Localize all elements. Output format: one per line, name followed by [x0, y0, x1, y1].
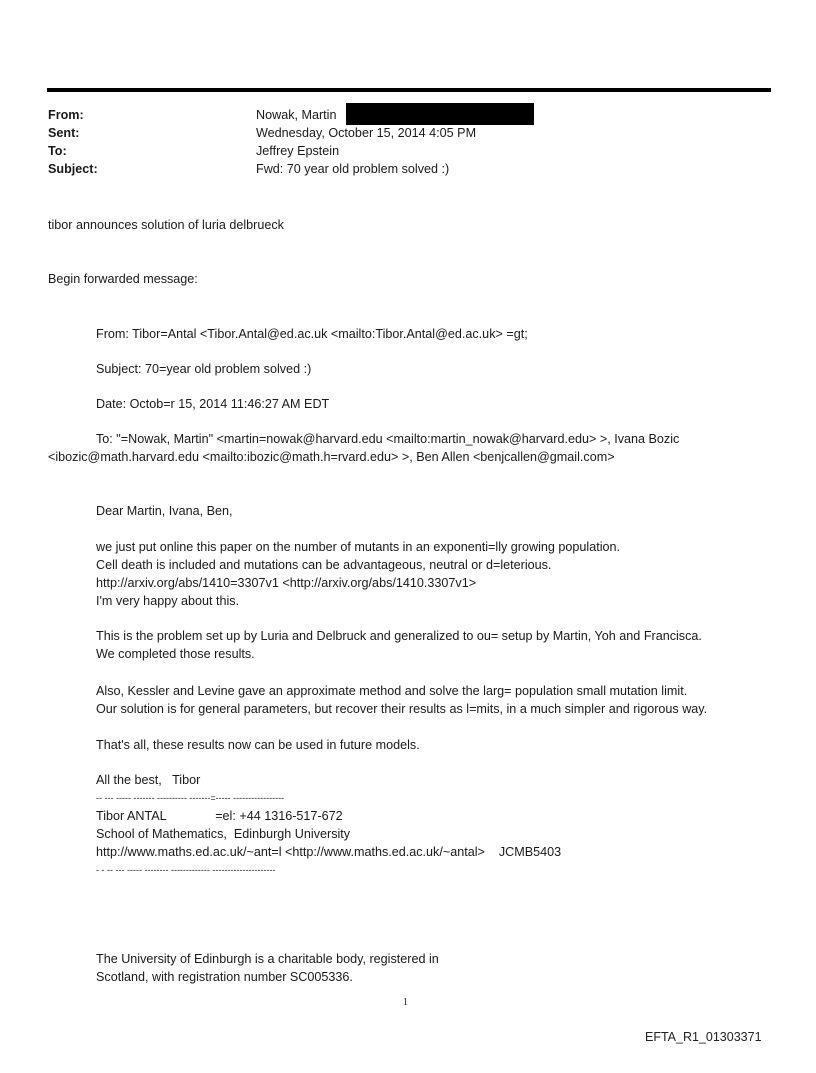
sent-label: Sent: [48, 126, 80, 140]
intro-text: tibor announces solution of luria delbrueck [48, 218, 284, 232]
fwd-date: Date: Octob=r 15, 2014 11:46:27 AM EDT [96, 397, 330, 411]
paragraph-4: That's all, these results now can be used in future models. [96, 738, 420, 752]
header-rule [47, 88, 771, 92]
fwd-to-line2: <ibozic@math.harvard.edu <mailto:ibozic@math.h=rvard.edu> >, Ben Allen <benjcallen@gmail.com> [48, 450, 615, 464]
fwd-to-line1: To: "=Nowak, Martin" <martin=nowak@harvard.edu <mailto:martin_nowak@harvard.edu> >, Ivana Bozic [96, 432, 680, 446]
page-number: 1 [403, 997, 408, 1008]
paragraph-2-line-2: We completed those results. [96, 647, 255, 661]
to-value: Jeffrey Epstein [256, 144, 340, 158]
forward-note: Begin forwarded message: [48, 272, 198, 286]
subject-label: Subject: [48, 162, 98, 176]
paragraph-1-line-2: Cell death is included and mutations can be advantageous, neutral or d=leterious. [96, 558, 552, 572]
fwd-from: From: Tibor=Antal <Tibor.Antal@ed.ac.uk <mailto:Tibor.Antal@ed.ac.uk> =gt; [96, 327, 528, 341]
fwd-subject: Subject: 70=year old problem solved :) [96, 362, 312, 376]
arxiv-link[interactable]: http://arxiv.org/abs/1410=3307v1 <http://arxiv.org/abs/1410.3307v1> [96, 576, 477, 590]
paragraph-1-line-1: we just put online this paper on the number of mutants in an exponenti=lly growing population. [96, 540, 621, 554]
document-id: EFTA_R1_01303371 [645, 1030, 762, 1044]
signature-school: School of Mathematics, Edinburgh University [96, 827, 351, 841]
signoff: All the best, Tibor [96, 773, 201, 787]
paragraph-3-line-2: Our solution is for general parameters, but recover their results as l=mits, in a much simpler and rigorous way. [96, 702, 708, 716]
footer-line-2: Scotland, with registration number SC005336. [96, 970, 353, 984]
from-label: From: [48, 108, 84, 122]
signature-divider-top: -- --- ----- ------- ---------- -------=----- ----------------- [96, 793, 285, 803]
signature-name-phone: Tibor ANTAL =el: +44 1316-517-672 [96, 809, 343, 823]
signature-divider-bottom: - - -- --- ----- -------- ------------- --------------------- [96, 865, 276, 875]
signature-url[interactable]: http://www.maths.ed.ac.uk/~ant=l <http://www.maths.ed.ac.uk/~antal> JCMB5403 [96, 845, 562, 859]
footer-line-1: The University of Edinburgh is a charitable body, registered in [96, 952, 439, 966]
to-label: To: [48, 144, 67, 158]
paragraph-1-line-4: I'm very happy about this. [96, 594, 240, 608]
from-value: Nowak, Martin [256, 108, 337, 122]
paragraph-3-line-1: Also, Kessler and Levine gave an approximate method and solve the larg= population small mutation limit. [96, 684, 688, 698]
subject-value: Fwd: 70 year old problem solved :) [256, 162, 450, 176]
redaction-box [346, 103, 534, 125]
greeting: Dear Martin, Ivana, Ben, [96, 504, 233, 518]
paragraph-2-line-1: This is the problem set up by Luria and Delbruck and generalized to ou= setup by Martin, Yoh and Francisca. [96, 629, 702, 643]
sent-value: Wednesday, October 15, 2014 4:05 PM [256, 126, 477, 140]
